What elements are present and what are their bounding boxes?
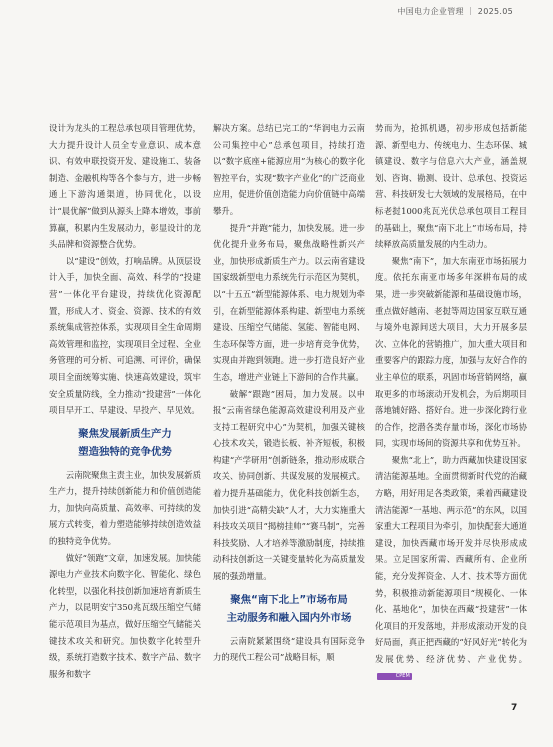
- end-mark-badge: CPEM: [377, 673, 412, 680]
- paragraph: 解决方案。总结已完工的“华润电力云南公司集控中心”总承包项目，持续打造以“数字底座+能源应用”为核心的数字化智控平台，实现“数字产业化”的广泛商业应用，促进价值创造能力向价值链中高端攀升。: [213, 123, 365, 216]
- paragraph: 云南院聚焦主责主业，加快发展新质生产力，提升持续创新能力和价值创造能力，加快向高质量、高效率、可持续的发展方式转变，着力塑造能够持续创造效益的独特竞争优势。: [49, 469, 201, 547]
- text-column-2: [213, 120, 365, 666]
- text-column-3: [375, 120, 527, 684]
- paragraph: 做好“领跑”文章，加速发展。加快能源电力产业技术向数字化、智能化、绿色化转型，以强化科技创新加速培育新质生产力，以昆明安宁350兆瓦级压缩空气储能示范项目为基点，做好压缩空气储能关键技术攻关和研究。加快数字化转型升级，系统打造数字技术、数字产品、数字服务和数字: [49, 552, 201, 679]
- paragraph: 云南院紧紧围绕“建设具有国际竞争力的现代工程公司”战略目标，顺: [213, 635, 365, 663]
- paragraph-text: 聚焦“北上”，助力西藏加快建设国家清洁能源基地。全面贯彻新时代党的治藏方略，用好用足各类政策，乘着西藏建设清洁能源“一基地、两示范”的东风，以国家重大工程项目为牵引，加快配套大通道建设，加快西藏市场开发并尽快形成成果。立足国家所需、西藏所有、企业所能，充分发挥资金、人才、技术等方面优势，积极推动新能源项目“规模化、一体化、基地化”，加快在西藏“投建营”一体化项目的开发落地，并形成滚动开发的良好局面，真正把西藏的“好风好光”转化为发展优势、经济优势、产业优势。: [375, 454, 527, 664]
- page-number: 7: [511, 703, 518, 713]
- section-heading-line: 聚焦“南下北上”市场布局: [230, 593, 348, 606]
- section-heading: [213, 591, 365, 627]
- paragraph: 设计为龙头的工程总承包项目管理优势，大力提升设计人员全专业意识、成本意识、有效申联投资开发、建设施工、装备制造、金融机构等各个参与方，进一步畅通上下游沟通渠道，协同优化，以设计“晨优解”做到从源头上降本增效，事前算赢，积累内生发展动力，彰显设计的龙头品牌和资源整合优势。: [49, 123, 201, 250]
- text-column-1: [49, 120, 201, 682]
- paragraph: [375, 452, 527, 684]
- paragraph: 破解“跟跑”困局，加力发展。以申报“云南省绿色能源高效建设利用及产业支持工程研究中心”为契机，加强关键核心技术攻关，锻造长板、补齐短板，积极构建“产学研用”创新链条，推动形成联合攻关、协同创新、共谋发展的发展模式。着力提升基础能力，优化科技创新生态，加快引进“高精尖缺”人才，大力实施重大科技攻关项目“揭榜挂帅”“赛马制”，完善科技奖励、人才培养等激励制度，持续推动科技创新这一关键变量转化为高质量发展的强劲增量。: [213, 388, 365, 582]
- paragraph: 势而为，抢抓机遇，初步形成包括新能源、新型电力、传统电力、生态环保、城镇建设、数字与信息六大产业，涵盖规划、咨询、勘测、设计、总承包、投资运营、科技研发七大领域的发展格局，在中标老挝1000兆瓦光伏总承包项目工程目的基础上，聚焦“南下北上”市场布局，持续释放高质量发展的内生动力。: [375, 123, 527, 250]
- paragraph: 聚焦“南下”，加大东南亚市场拓展力度。依托东南亚市场多年深耕布局的成果，进一步突破新能源和基础设施市场，重点做好越南、老挝等周边国家互联互通与境外电源间送大项目，大力开展多层次、立体化的营销推广，加大重大项目和重要客户的跟踪力度，加强与友好合作的业主单位的联系，巩固市场营销网络，赢取更多的市场滚动开发机会，为后期项目落地铺好路、搭好台。进一步深化跨行业的合作，挖潜各类存量市场，深化市场协同，实现市场间的资源共享和优势互补。: [375, 255, 527, 449]
- running-header: 中国电力企业管理 ｜ 2025.05: [397, 7, 513, 16]
- paragraph: 以“建设”创效，打响品牌。从顶层设计入手，加快全面、高效、科学的“投建营”一体化平台建设，持续优化资源配置，形成人才、资金、资源、技术的有效系统集成管控体系，实现项目全生命周期高效管理和监控，实现项目全过程、全业务管理的可分析、可追溯、可评价，确保项目全面统筹实施、快速高效建设，筑牢安全质量防线，全力推动“投建营”一体化项目早开工、早建设、早投产、早见效。: [49, 255, 201, 416]
- section-heading-line: 主动服务和融入国内外市场: [226, 611, 352, 624]
- paragraph: 提升“并跑”能力，加快发展。进一步优化提升业务布局，聚焦战略性新兴产业，加快形成新质生产力。以云南省建设国家级新型电力系统先行示范区为契机，以“十五五”新型能源体系、电力规划为牵引，在新型能源体系构建、新型电力系统建设、压缩空气储能、氢能、智能电网、生态环保等方面，进一步培育竞争优势，实现由并跑到领跑。进一步打造良好产业生态，增进产业链上下游间的合作共赢。: [213, 222, 365, 382]
- section-heading-line: 聚焦发展新质生产力: [78, 427, 172, 440]
- section-heading-line: 塑造独特的竞争优势: [78, 445, 172, 458]
- section-heading: [49, 425, 201, 461]
